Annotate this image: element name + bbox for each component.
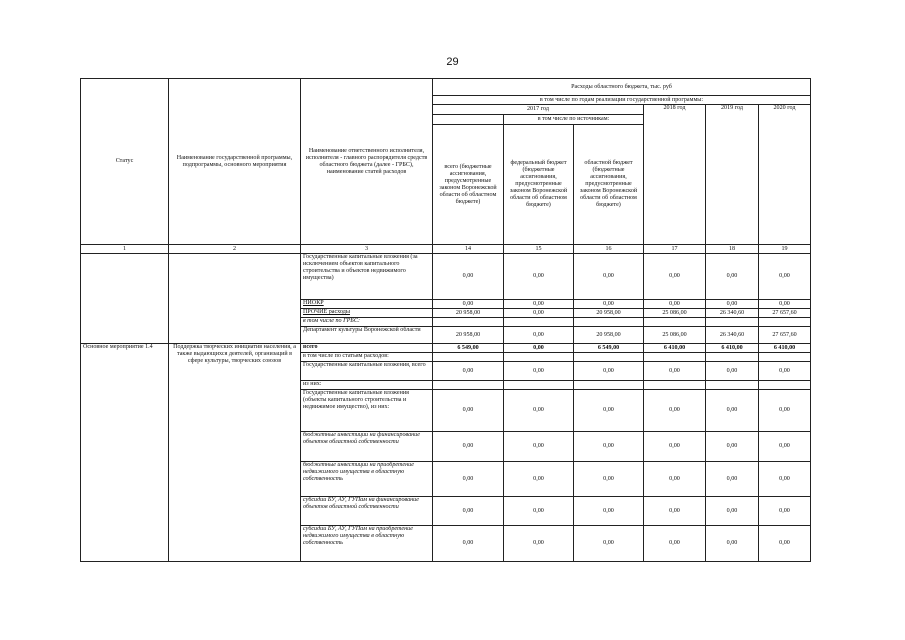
value-2019: 0,00 bbox=[706, 300, 759, 309]
value-2018: 0,00 bbox=[644, 300, 706, 309]
column-index: 3 bbox=[301, 245, 433, 254]
value-regional bbox=[574, 381, 644, 390]
value-federal: 0,00 bbox=[504, 526, 574, 562]
value-2019 bbox=[706, 353, 759, 362]
header-col-federal: федеральный бюджет (бюджетные ассигнования, предусмотренные законом Воронежской области об областном бюджете) bbox=[504, 125, 574, 245]
row-label: в том числе по статьям расходов: bbox=[301, 353, 433, 362]
column-index: 2 bbox=[169, 245, 301, 254]
value-total: 0,00 bbox=[433, 390, 504, 432]
row-label: Государственные капитальные вложения (за исключением объектов капитального строительства и объектов недвижимого имущества) bbox=[301, 254, 433, 300]
value-federal: 0,00 bbox=[504, 462, 574, 497]
value-regional: 0,00 bbox=[574, 362, 644, 381]
value-2018: 0,00 bbox=[644, 432, 706, 462]
column-index: 17 bbox=[644, 245, 706, 254]
value-total: 6 549,00 bbox=[433, 344, 504, 353]
row-label: субсидии БУ, АУ, ГУПам на финансирование объектов областной собственности bbox=[301, 497, 433, 526]
event-status: Основное мероприятие 1.4 bbox=[81, 344, 169, 562]
header-status: Статус bbox=[81, 79, 169, 245]
value-2019: 0,00 bbox=[706, 462, 759, 497]
value-regional: 20 958,00 bbox=[574, 309, 644, 318]
header-by-sources: в том числе по источникам: bbox=[504, 115, 644, 125]
value-total: 0,00 bbox=[433, 462, 504, 497]
header-budget-title: Расходы областного бюджета, тыс. руб bbox=[433, 79, 811, 96]
value-federal bbox=[504, 318, 574, 327]
value-regional: 0,00 bbox=[574, 254, 644, 300]
value-2019: 0,00 bbox=[706, 254, 759, 300]
value-regional: 0,00 bbox=[574, 462, 644, 497]
value-regional: 0,00 bbox=[574, 526, 644, 562]
value-2019: 0,00 bbox=[706, 390, 759, 432]
value-total bbox=[433, 353, 504, 362]
value-2019: 26 340,60 bbox=[706, 327, 759, 344]
value-federal: 0,00 bbox=[504, 390, 574, 432]
value-federal bbox=[504, 381, 574, 390]
value-2020: 27 657,60 bbox=[759, 309, 811, 318]
value-2020: 27 657,60 bbox=[759, 327, 811, 344]
value-2018: 0,00 bbox=[644, 526, 706, 562]
column-index: 14 bbox=[433, 245, 504, 254]
value-2020: 6 410,00 bbox=[759, 344, 811, 353]
value-2018 bbox=[644, 353, 706, 362]
value-federal bbox=[504, 353, 574, 362]
value-regional: 0,00 bbox=[574, 300, 644, 309]
value-federal: 0,00 bbox=[504, 300, 574, 309]
value-total: 0,00 bbox=[433, 497, 504, 526]
event-name: Поддержка творческих инициатив населения, а также выдающихся деятелей, организаций в сфере культуры, творческих союзов bbox=[169, 344, 301, 562]
column-index: 19 bbox=[759, 245, 811, 254]
value-2018: 6 410,00 bbox=[644, 344, 706, 353]
value-2019: 0,00 bbox=[706, 497, 759, 526]
budget-table bbox=[80, 78, 811, 562]
value-2019: 6 410,00 bbox=[706, 344, 759, 353]
value-regional: 0,00 bbox=[574, 432, 644, 462]
value-federal: 0,00 bbox=[504, 432, 574, 462]
header-col-total-top bbox=[433, 115, 504, 125]
row-label: НИОКР bbox=[301, 300, 433, 309]
value-2020 bbox=[759, 353, 811, 362]
value-regional bbox=[574, 318, 644, 327]
value-2018 bbox=[644, 318, 706, 327]
value-2019: 26 340,60 bbox=[706, 309, 759, 318]
value-2018: 0,00 bbox=[644, 254, 706, 300]
value-total: 0,00 bbox=[433, 300, 504, 309]
value-total bbox=[433, 381, 504, 390]
row-label: в том числе по ГРБС: bbox=[301, 318, 433, 327]
value-2019: 0,00 bbox=[706, 362, 759, 381]
header-year-2019: 2019 год bbox=[706, 105, 759, 245]
row-label: из них: bbox=[301, 381, 433, 390]
value-regional: 6 549,00 bbox=[574, 344, 644, 353]
value-2019: 0,00 bbox=[706, 526, 759, 562]
value-total bbox=[433, 318, 504, 327]
value-2019: 0,00 bbox=[706, 432, 759, 462]
value-total: 0,00 bbox=[433, 526, 504, 562]
value-2020: 0,00 bbox=[759, 526, 811, 562]
row-label: ПРОЧИЕ расходы bbox=[301, 309, 433, 318]
status-cell-empty bbox=[81, 254, 169, 344]
value-regional: 20 958,00 bbox=[574, 327, 644, 344]
value-federal: 0,00 bbox=[504, 309, 574, 318]
value-total: 0,00 bbox=[433, 254, 504, 300]
row-label: бюджетные инвестиции на финансирование объектов областной собственности bbox=[301, 432, 433, 462]
value-2019 bbox=[706, 318, 759, 327]
value-2020 bbox=[759, 381, 811, 390]
value-2018: 0,00 bbox=[644, 362, 706, 381]
value-2020: 0,00 bbox=[759, 390, 811, 432]
header-year-2017: 2017 год bbox=[433, 105, 644, 115]
value-regional bbox=[574, 353, 644, 362]
row-label: всего bbox=[301, 344, 433, 353]
value-2018: 0,00 bbox=[644, 390, 706, 432]
value-regional: 0,00 bbox=[574, 497, 644, 526]
row-label: Департамент культуры Воронежской области bbox=[301, 327, 433, 344]
row-label: бюджетные инвестиции на приобретение недвижимого имущества в областную собственность bbox=[301, 462, 433, 497]
value-2020 bbox=[759, 318, 811, 327]
value-2018 bbox=[644, 381, 706, 390]
table-row bbox=[81, 344, 811, 353]
header-executor-name: Наименование ответственного исполнителя, исполнителя - главного распорядителя средств областного бюджета (далее - ГРБС), наименование статей расходов bbox=[301, 79, 433, 245]
value-2018: 0,00 bbox=[644, 462, 706, 497]
column-index-row bbox=[81, 245, 811, 254]
value-total: 0,00 bbox=[433, 432, 504, 462]
value-federal: 0,00 bbox=[504, 327, 574, 344]
value-2020: 0,00 bbox=[759, 362, 811, 381]
value-2018: 0,00 bbox=[644, 497, 706, 526]
value-federal: 0,00 bbox=[504, 344, 574, 353]
column-index: 15 bbox=[504, 245, 574, 254]
row-label: Государственные капитальные вложения, всего bbox=[301, 362, 433, 381]
header-program-name: Наименование государственной программы, подпрограммы, основного мероприятия bbox=[169, 79, 301, 245]
column-index: 16 bbox=[574, 245, 644, 254]
value-2020: 0,00 bbox=[759, 432, 811, 462]
header-by-years: в том числе по годам реализации государственной программы: bbox=[433, 96, 811, 105]
header-col-regional: областной бюджет (бюджетные ассигнования, предусмотренные законом Воронежской области об областном бюджете) bbox=[574, 125, 644, 245]
value-2018: 25 086,00 bbox=[644, 327, 706, 344]
header-year-2020: 2020 год bbox=[759, 105, 811, 245]
value-total: 20 958,00 bbox=[433, 327, 504, 344]
header-col-total: всего (бюджетные ассигнования, предусмотренные законом Воронежской области об областном бюджете) bbox=[433, 125, 504, 245]
value-2019 bbox=[706, 381, 759, 390]
column-index: 18 bbox=[706, 245, 759, 254]
value-federal: 0,00 bbox=[504, 362, 574, 381]
program-cell-empty bbox=[169, 254, 301, 344]
value-total: 20 958,00 bbox=[433, 309, 504, 318]
value-regional: 0,00 bbox=[574, 390, 644, 432]
value-federal: 0,00 bbox=[504, 254, 574, 300]
page-number: 29 bbox=[446, 56, 459, 68]
value-federal: 0,00 bbox=[504, 497, 574, 526]
value-total: 0,00 bbox=[433, 362, 504, 381]
value-2020: 0,00 bbox=[759, 462, 811, 497]
value-2020: 0,00 bbox=[759, 254, 811, 300]
row-label: Государственные капитальные вложения (объекты капитального строительства и недвижимое имущество), из них: bbox=[301, 390, 433, 432]
row-label: субсидии БУ, АУ, ГУПам на приобретение недвижимого имущества в областную собственность bbox=[301, 526, 433, 562]
value-2018: 25 086,00 bbox=[644, 309, 706, 318]
value-2020: 0,00 bbox=[759, 300, 811, 309]
value-2020: 0,00 bbox=[759, 497, 811, 526]
table-row bbox=[81, 254, 811, 300]
header-year-2018: 2018 год bbox=[644, 105, 706, 245]
column-index: 1 bbox=[81, 245, 169, 254]
